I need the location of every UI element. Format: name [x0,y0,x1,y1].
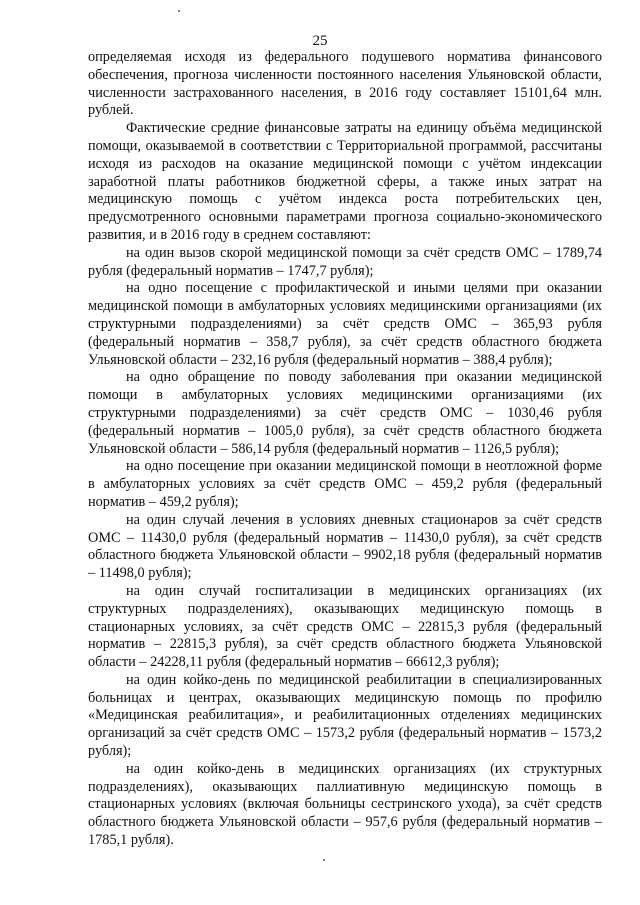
paragraph: на одно обращение по поводу заболевания при оказании медицинской помощи в амбулаторных условиях медицинскими организациями (их структурными подразделениями) за счёт средств ОМС – 1030,46 рубля (федеральный норматив – 1005,0 рубля), за счёт средств областного бюджета Ульяновской области – 586,14 рубля (федеральный норматив – 1126,5 рубля); [88,369,602,457]
paragraph: Фактические средние финансовые затраты на единицу объёма медицинской помощи, оказываемой в соответствии с Территориальной программой, рассчитаны исходя из расходов на оказание медицинской помощи с учётом индексации заработной платы работников бюджетной сферы, а также иных затрат на медицинскую помощь с учётом индекса роста потребительских цен, предусмотренного основными параметрами прогноза социально-экономического развития, и в 2016 году в среднем составляют: [88,120,602,243]
paragraph: определяемая исходя из федерального подушевого норматива финансового обеспечения, прогноза численности постоянного населения Ульяновской области, численности застрахованного населения, в 2016 году составляет 15101,64 млн. рублей. [88,49,602,119]
paragraph: на один койко-день по медицинской реабилитации в специализированных больницах и центрах, оказывающих медицинскую помощь по профилю «Медицинская реабилитация», и реабилитационных отделениях медицинских организаций за счёт средств ОМС – 1573,2 рубля (федеральный норматив – 1573,2 рубля); [88,671,602,760]
paragraph: на один койко-день в медицинских организациях (их структурных подразделениях), оказывающих паллиативную медицинскую помощь в стационарных условиях (включая больницы сестринского ухода), за счёт средств областного бюджета Ульяновской области – 957,6 рубля (федеральный норматив – 1785,1 рубля). [88,760,602,849]
scan-speck [323,859,325,861]
paragraph: на один вызов скорой медицинской помощи за счёт средств ОМС – 1789,74 рубля (федеральный норматив – 1747,7 рубля); [88,244,602,279]
document-body [88,49,602,850]
scan-speck [178,10,180,12]
paragraph: на один случай госпитализации в медицинских организациях (их структурных подразделениях), оказывающих медицинскую помощь в стационарных условиях, за счёт средств ОМС – 22815,3 рубля (федеральный норматив – 22815,3 рубля), за счёт средств областного бюджета Ульяновской области – 24228,11 рубля (федеральный норматив – 66612,3 рубля); [88,582,602,671]
paragraph: на одно посещение при оказании медицинской помощи в неотложной форме в амбулаторных условиях за счёт средств ОМС – 459,2 рубля (федеральный норматив – 459,2 рубля); [88,458,602,510]
page-number: 25 [312,33,328,49]
paragraph: на один случай лечения в условиях дневных стационаров за счёт средств ОМС – 11430,0 рубля (федеральный норматив – 11430,0 рубля), за счёт средств областного бюджета Ульяновской области – 9902,18 рубля (федеральный норматив – 11498,0 рубля); [88,511,602,582]
paragraph: на одно посещение с профилактической и иными целями при оказании медицинской помощи в амбулаторных условиях медицинскими организациями (их структурными подразделениями) за счёт средств ОМС – 365,93 рубля (федеральный норматив – 358,7 рубля), за счёт средств областного бюджета Ульяновской области – 232,16 рубля (федеральный норматив – 388,4 рубля); [88,280,602,368]
